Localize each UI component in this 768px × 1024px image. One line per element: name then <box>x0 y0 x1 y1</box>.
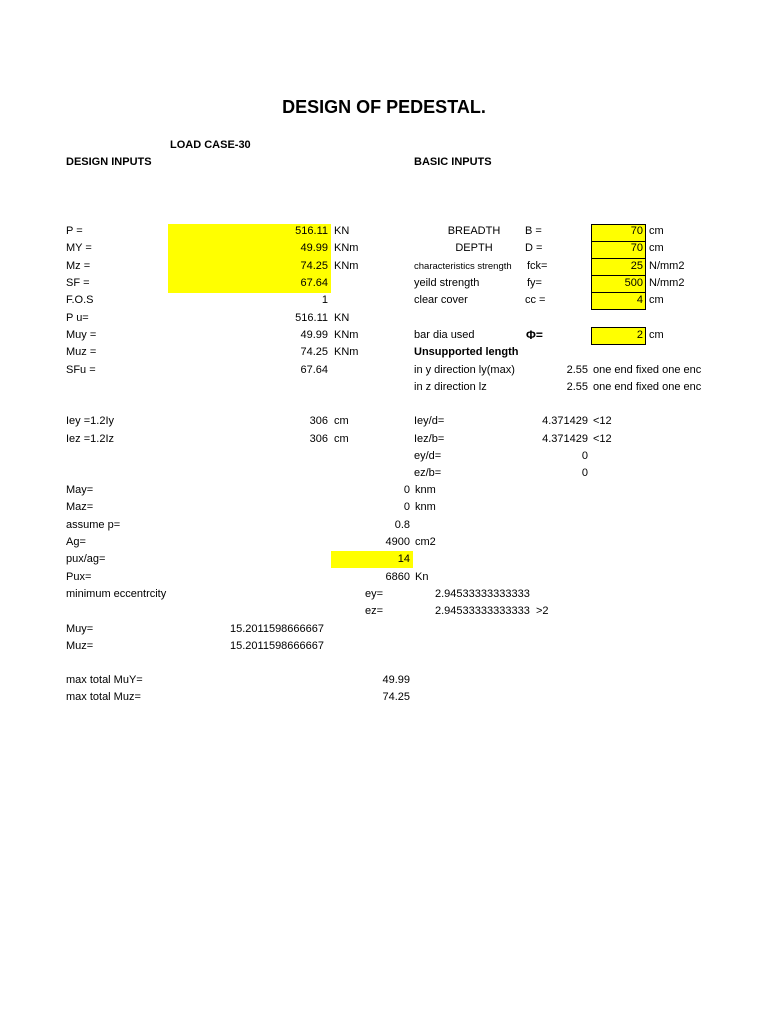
load-case-label: LOAD CASE-30 <box>170 139 251 151</box>
muz-unit: KNm <box>334 346 359 358</box>
may-value-cell[interactable]: 0 <box>403 484 410 496</box>
lz-note: one end fixed one enc <box>593 381 702 393</box>
p-label: P = <box>66 225 83 237</box>
depth-label: DEPTH <box>455 242 493 254</box>
iey-d-note: <12 <box>593 415 612 427</box>
iez-label: Iez =1.2Iz <box>66 433 115 445</box>
iey-value-cell[interactable]: 306 <box>309 415 328 427</box>
fy-value-cell[interactable]: 500 <box>624 277 643 289</box>
d-symbol: D = <box>525 242 543 254</box>
maz-value-cell[interactable]: 0 <box>403 501 410 513</box>
iey-d-label: Iey/d= <box>414 415 445 427</box>
bar-label: bar dia used <box>414 329 475 341</box>
ey-d-value-cell[interactable]: 0 <box>581 450 588 462</box>
sf-label: SF = <box>66 277 90 289</box>
fos-value-cell[interactable]: 1 <box>321 294 328 306</box>
my-unit: KNm <box>334 242 359 254</box>
pu-value-cell[interactable]: 516.11 <box>295 312 328 324</box>
pux-value-cell[interactable]: 6860 <box>385 571 410 583</box>
bar-value-cell[interactable]: 2 <box>636 329 643 341</box>
ez-b-value-cell[interactable]: 0 <box>581 467 588 479</box>
d-value-cell[interactable]: 70 <box>630 242 643 254</box>
maz-label: Maz= <box>66 501 94 513</box>
ly-value-cell[interactable]: 2.55 <box>566 364 588 376</box>
muy2-value-cell[interactable]: 15.2011598666667 <box>230 623 325 635</box>
bar-unit: cm <box>649 329 664 341</box>
ez-b-label: ez/b= <box>414 467 442 479</box>
assume-p-label: assume p= <box>66 519 121 531</box>
mz-value-cell[interactable]: 74.25 <box>300 260 328 272</box>
ag-unit: cm2 <box>415 536 436 548</box>
ey-d-label: ey/d= <box>414 450 442 462</box>
max-muz-label: max total Muz= <box>66 691 141 703</box>
lz-value-cell[interactable]: 2.55 <box>566 381 588 393</box>
my-label: MY = <box>66 242 92 254</box>
unsupported-heading: Unsupported length <box>414 346 519 358</box>
b-symbol: B = <box>525 225 542 237</box>
maz-unit: knm <box>415 501 436 513</box>
iez-b-note: <12 <box>593 433 612 445</box>
b-value-cell[interactable]: 70 <box>630 225 643 237</box>
muz2-value-cell[interactable]: 15.2011598666667 <box>230 640 325 652</box>
fy-symbol: fy= <box>527 277 542 289</box>
muy2-label: Muy= <box>66 623 94 635</box>
page-title: DESIGN OF PEDESTAL. <box>282 97 486 117</box>
iey-label: Iey =1.2Iy <box>66 415 115 427</box>
sfu-value-cell[interactable]: 67.64 <box>300 364 328 376</box>
sfu-label: SFu = <box>66 364 96 376</box>
ly-note: one end fixed one enc <box>593 364 702 376</box>
fck-symbol: fck= <box>527 260 548 272</box>
mz-label: Mz = <box>66 260 91 272</box>
cc-label: clear cover <box>414 294 468 306</box>
muz-value-cell[interactable]: 74.25 <box>300 346 328 358</box>
ag-label: Ag= <box>66 536 86 548</box>
iez-b-value-cell[interactable]: 4.371429 <box>542 433 588 445</box>
p-value-cell[interactable]: 516.11 <box>295 225 328 237</box>
my-value-cell[interactable]: 49.99 <box>300 242 328 254</box>
cc-value-cell[interactable]: 4 <box>636 294 643 306</box>
assume-p-value-cell[interactable]: 0.8 <box>394 519 410 531</box>
puxag-label: pux/ag= <box>66 553 106 565</box>
ly-label: in y direction ly(max) <box>414 364 515 376</box>
iez-b-label: Iez/b= <box>414 433 445 445</box>
min-eccentricity-label: minimum eccentrcity <box>66 588 167 600</box>
design-inputs-heading: DESIGN INPUTS <box>66 156 152 168</box>
ez-note: >2 <box>536 605 549 617</box>
b-unit: cm <box>649 225 664 237</box>
iez-value-cell[interactable]: 306 <box>309 433 328 445</box>
pux-unit: Kn <box>415 571 429 583</box>
fck-value-cell[interactable]: 25 <box>630 260 643 272</box>
ez-label: ez= <box>365 605 384 617</box>
iez-unit: cm <box>334 433 349 445</box>
iey-unit: cm <box>334 415 349 427</box>
pu-unit: KN <box>334 312 350 324</box>
cc-symbol: cc = <box>525 294 546 306</box>
pux-label: Pux= <box>66 571 92 583</box>
basic-inputs-heading: BASIC INPUTS <box>414 156 492 168</box>
max-muy-label: max total MuY= <box>66 674 143 686</box>
ez-value-cell[interactable]: 2.94533333333333 <box>435 605 530 617</box>
muy-label: Muy = <box>66 329 97 341</box>
max-muz-value-cell[interactable]: 74.25 <box>382 691 410 703</box>
ag-value-cell[interactable]: 4900 <box>385 536 410 548</box>
muy-value-cell[interactable]: 49.99 <box>300 329 328 341</box>
fy-label: yeild strength <box>414 277 480 289</box>
fck-label: characteristics strength <box>414 261 512 272</box>
d-unit: cm <box>649 242 664 254</box>
lz-label: in z direction lz <box>414 381 487 393</box>
puxag-value-cell[interactable]: 14 <box>397 553 410 565</box>
may-label: May= <box>66 484 94 496</box>
ey-label: ey= <box>365 588 384 600</box>
may-unit: knm <box>415 484 436 496</box>
sf-value-cell[interactable]: 67.64 <box>300 277 328 289</box>
fy-unit: N/mm2 <box>649 277 685 289</box>
pu-label: P u= <box>66 312 89 324</box>
cc-unit: cm <box>649 294 664 306</box>
ey-value-cell[interactable]: 2.94533333333333 <box>435 588 530 600</box>
muy-unit: KNm <box>334 329 359 341</box>
breadth-label: BREADTH <box>447 225 501 237</box>
p-unit: KN <box>334 225 350 237</box>
muz-label: Muz = <box>66 346 97 358</box>
iey-d-value-cell[interactable]: 4.371429 <box>542 415 588 427</box>
fos-label: F.O.S <box>66 294 94 306</box>
fck-unit: N/mm2 <box>649 260 685 272</box>
bar-symbol: Φ= <box>526 328 543 342</box>
max-muy-value-cell[interactable]: 49.99 <box>382 674 410 686</box>
mz-unit: KNm <box>334 260 359 272</box>
muz2-label: Muz= <box>66 640 94 652</box>
